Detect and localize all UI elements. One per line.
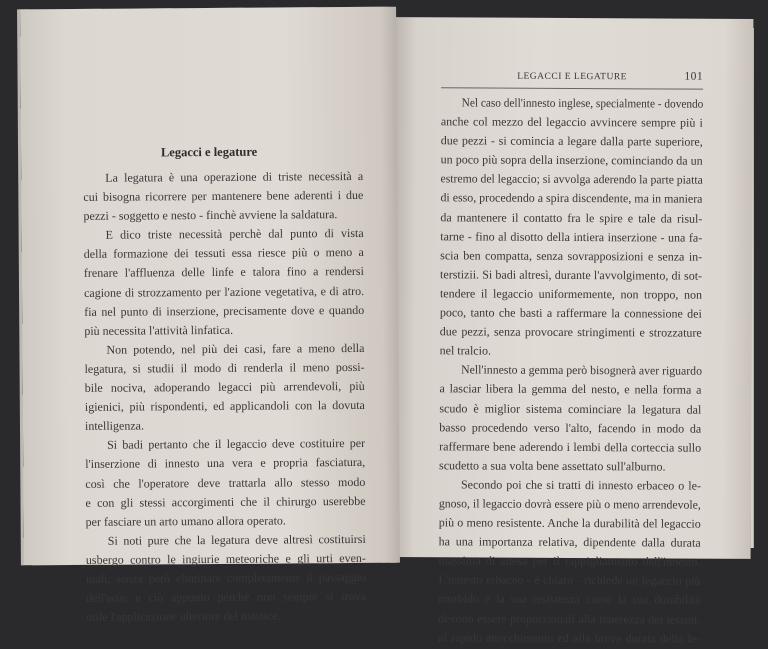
text-line: al rapido attecchimento ed alla breve durata della le-: [438, 629, 701, 646]
text-line: poco, tanto che basti a raffermare la connessione dei: [439, 305, 702, 321]
text-line: devono essere proporzionali alla tenerezza dei tessuti,: [438, 610, 701, 627]
text-line: scudo è miglior sistema cominciare la legatura dal: [439, 400, 702, 417]
text-line: morbido e la sua resistenza come la sua durabilità: [438, 591, 701, 608]
text-line: Si noti pure che la legatura deve altresì costituirsi: [107, 531, 366, 548]
text-line: frenare l'affluenza delle linfe e talora fino a rendersi: [83, 264, 364, 281]
text-line: basso procedendo verso l'alto, facendo in modo da: [439, 419, 702, 436]
text-line: massima di attesa per il rappigliamento dell'innesto.: [438, 553, 701, 569]
text-line: utile l'applicazione ulteriore del mastice.: [86, 608, 281, 625]
text-line: Nel caso dell'innesto inglese, specialmente - dovendo: [461, 95, 704, 111]
text-line: e con gli stessi accorgimenti che il chirurgo userebbe: [85, 493, 366, 510]
text-line: L'innesto erbaceo - è chiaro - richiede un legaccio più: [438, 572, 701, 589]
text-line: La legatura è una operazione di triste necessità a: [105, 168, 364, 185]
text-line: intelligenza.: [84, 418, 145, 434]
text-line: legatura, si studii il modo di renderla il meno possi-: [84, 359, 365, 376]
text-line: così che l'operatore deve trattarla allo stesso modo: [85, 474, 366, 491]
text-line: due pezzi - si comincia a legare dalla parte superiore,: [440, 133, 703, 149]
running-head-title: LEGACCI E LEGATURE: [517, 71, 628, 83]
text-line: scudetto a sua volta bene assettato sull'alburno.: [439, 458, 666, 474]
chapter-title: Legacci e legature: [160, 144, 258, 160]
text-line: pezzi - soggetto e nesto - finchè avviene la saldatura.: [83, 207, 338, 224]
text-line: scia ben compatta, senza sovrapposizioni e senza in-: [440, 248, 703, 264]
text-line: Secondo poi che si tratti di innesto erbaceo o le-: [460, 477, 702, 493]
text-line: l'inserzione di innesto una vera e propria fasciatura,: [85, 455, 366, 472]
right-page: [393, 17, 754, 646]
running-header: [441, 71, 703, 89]
text-line: gnoso, il legaccio dovrà essere più o meno arrendevole,: [438, 496, 701, 512]
text-line: tuali, senza però eliminare completamente il passaggio: [85, 569, 367, 586]
text-line: terstizii. Si badi altresì, durante l'avvolgimento, di sot-: [440, 267, 703, 283]
text-line: a lasciar libera la gemma del nesto, e nella forma a: [439, 381, 702, 398]
text-line: Non potendo, nel più dei casi, fare a meno della: [106, 340, 365, 357]
right-page-text: [438, 93, 703, 648]
text-line: anche col mezzo del legaccio avvincere sempre più i: [440, 114, 703, 130]
text-line: più necessita l'attività linfatica.: [84, 322, 234, 338]
text-line: da mantenere il contatto fra le spire e tale da risul-: [440, 209, 703, 226]
text-line: per fasciare un arto umano allora operato.: [85, 513, 286, 529]
text-line: cui bisogna ricorrere per mantenere bene aderenti i due: [83, 188, 364, 204]
text-line: due pezzi, senza provocare stringimenti e strozzature: [439, 324, 702, 340]
text-line: della formazione dei tessuti essa riesce più o meno a: [83, 245, 364, 262]
text-line: E dico triste necessità perchè dal punto di vista: [105, 226, 364, 243]
text-line: dell'aria; e ciò appunto perchè non sempre si trova: [86, 588, 367, 605]
left-page: [20, 7, 400, 625]
page-number: 101: [684, 70, 704, 83]
text-line: Nell'innesto a gemma però bisognerà aver riguardo: [461, 362, 703, 378]
text-line: cagione di strozzamento per l'azione vegetativa, e di atro.: [83, 283, 365, 300]
text-line: usbergo contro le ingiurie meteoriche e gli urti even-: [85, 550, 366, 567]
text-line: raffermare bene aderendo i lembi della corteccia sullo: [439, 438, 702, 455]
text-line: fia nel punto di inserzione, precisamente dove e quando: [84, 302, 365, 319]
text-line: bile nociva, adoperando legacci più arrendevoli, più: [84, 378, 365, 395]
text-line: nel tralcio.: [439, 343, 492, 358]
text-line: Si badi pertanto che il legaccio deve costituire per: [107, 436, 366, 453]
text-line: ha una importanza relativa, dipendente dalla durata: [438, 534, 701, 550]
text-line: un poco più sopra della inserzione, cominciando da un: [440, 152, 703, 168]
text-line: igienici, più rispondenti, ed applicandoli con la dovuta: [84, 398, 365, 415]
text-line: più o meno resistente. Anche la durabilità del legaccio: [438, 515, 701, 531]
text-line: estremo del legaccio; si avvolga aderendo la parte piatta: [440, 171, 703, 188]
text-line: tendere il legaccio uniformemente, non troppo, non: [439, 286, 703, 302]
left-page-text: [83, 167, 366, 627]
text-line: tarne - fino al disotto della intiera inserzione - una fa-: [440, 228, 703, 245]
text-line: di esso, procedendo a spira discendente, ma in maniera: [440, 190, 703, 207]
